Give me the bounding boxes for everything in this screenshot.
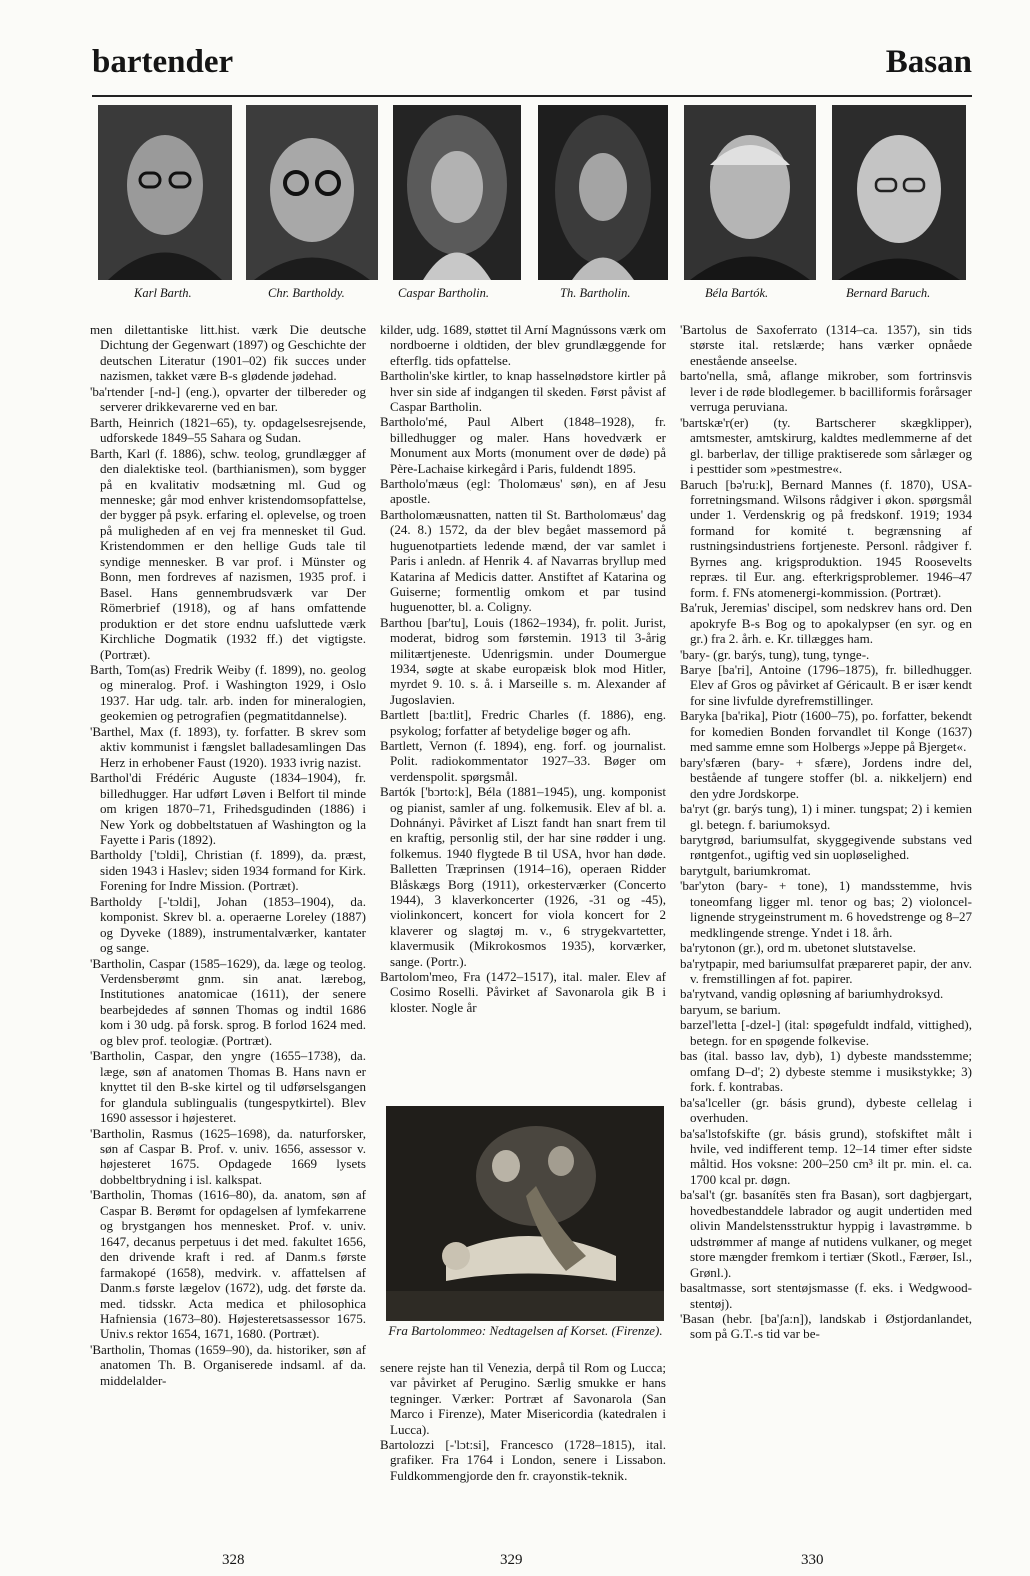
entry: basaltmasse, sort stentøjsmasse (f. eks. i Wedgwood-stentøj). [680, 1280, 972, 1311]
entry: ba'sa'lceller (gr. básis grund), dybeste cellelag i overhuden. [680, 1094, 972, 1126]
page-number: 329 [500, 1552, 523, 1568]
entry: senere rejste han til Venezia, derpå til Rom og Lucca; var påvirket af Perugino. Særlig smukke er hans tegninger. Værker: Portræt af Savonarola (San Marco i Firenze), Mater Misericordia (katedralen i Lucca). [380, 1360, 666, 1437]
portrait-karl-barth [98, 105, 232, 280]
entry: 'bary- (gr. barýs, tung), tung, tynge-. [680, 646, 870, 662]
portrait-chr-bartholdy [246, 105, 378, 280]
entry: Bartholin'ske kirtler, to knap hasselnødstore kirtler på hver sin side af indgangen til skeden. Først påvist af Caspar Bartholin. [380, 368, 666, 415]
portrait-image [832, 105, 966, 280]
right-column [680, 322, 972, 1547]
entry: barytgult, bariumkromat. [680, 862, 811, 878]
entry: bary'sfæren (bary- + sfære), Jordens indre del, bestående af tungere stoffer (bl. a. nikkeljern) end den ydre Jordskorpe. [680, 754, 972, 801]
portrait-strip [98, 105, 968, 305]
entry: 'Basan (hebr. [ba'ʃa:n]), landskab i Østjordanlandet, som på G.T.-s tid var be- [680, 1311, 972, 1342]
entry: 'bartskæ'r(er) (ty. Bartscherer skægklipper), amtsmester, amtskirurg, kaldtes medlemmerne af det gl. barberlav, der tillige praktiserede som sårlæger og i pesttider som »pestmestre«. [680, 414, 972, 477]
left-guide-word: bartender [92, 44, 234, 80]
entry: Ba'ruk, Jeremias' discipel, som nedskrev hans ord. Den apokryfe B-s Bog og to apokalypser (en syr. og en gr.) fra 2. årh. e. Kr. tillægges ham. [680, 600, 972, 647]
portrait-caption: Bernard Baruch. [846, 286, 931, 300]
entry: Bartolozzi [-'lɔt:si], Francesco (1728–1815), ital. grafiker. Fra 1764 i London, senere i Lissabon. Fuldkommengjorde den fr. crayonstik-teknik. [380, 1437, 666, 1483]
right-guide-word: Basan [885, 44, 972, 80]
portrait-bela-bartok [684, 105, 816, 280]
entry: Bartholdy [-'tɔldi], Johan (1853–1904), da. komponist. Skrev bl. a. operaerne Loreley (1887) og Dyveke (1889), instrumentalværker, kantater og sange. [90, 893, 366, 956]
entry: Bartholo'mé, Paul Albert (1848–1928), fr. billedhugger og maler. Hans hovedværk er Monument aux Morts (monument over de døde) på Père-Lachaise kirkegård i Paris, fuldendt 1895. [380, 414, 666, 476]
entry: 'Bartolus de Saxoferrato (1314–ca. 1357), sin tids største ital. retslærde; hans værker opnåede enestående anseelse. [680, 322, 972, 368]
entry: ba'rytvand, vandig opløsning af bariumhydroksyd. [680, 986, 944, 1002]
entry: Barth, Heinrich (1821–65), ty. opdagelsesrejsende, udforskede 1849–55 Sahara og Sudan. [90, 414, 366, 446]
entry: Bartholo'mæus (egl: Tholomæus' søn), en af Jesu apostle. [380, 476, 666, 507]
portrait-image [538, 105, 668, 280]
entry: Baryka [ba'rika], Piotr (1600–75), po. forfatter, bekendt for komedien Bonden forvandlet til Konge (1637) med samme emne som Holbergs »Jeppe på Bjerget«. [680, 708, 972, 755]
entry: ba'sal't (gr. basanítēs sten fra Basan), sort dagbjergart, hovedbestanddele labrador og augit undertiden med olivin Mandelstensstruktur hyppig i lavastrømme. b udstrømmer af mange af nutidens vulkaner, og meget store mængder fremkom i tertiær (Skotl., Færøer, Isl., Grønl.). [680, 1187, 972, 1280]
painting-caption: Fra Bartolommeo: Nedtagelsen af Korset. (Firenze). [388, 1323, 663, 1338]
portrait-caption: Béla Bartók. [705, 286, 769, 300]
portrait-caption: Caspar Bartholin. [398, 286, 489, 300]
entry: Bartlett [ba:tlit], Fredric Charles (f. 1886), eng. psykolog; forfatter af betydelige bøger og afh. [380, 707, 666, 738]
portrait-image [246, 105, 378, 280]
entry: 'Bartholin, Thomas (1659–90), da. historiker, søn af anatomen Th. B. Organiserede indsaml. af da. middelalder- [90, 1341, 366, 1388]
entry: kilder, udg. 1689, støttet til Arní Magnússons værk om nordboerne i oldtiden, der blev grundlæggende for efterflg. tids opfattelse. [380, 322, 666, 368]
entry: bas (ital. basso lav, dyb), 1) dybeste mandsstemme; omfang D–d'; 2) dybeste stemme i musikstykke; 3) fork. f. kontrabas. [680, 1048, 972, 1095]
page-number: 330 [801, 1552, 824, 1568]
entry: 'bar'yton (bary- + tone), 1) mandsstemme, hvis toneomfang ligger ml. tenor og bas; 2) violoncel-lignende strygeinstrument m. 6 hovedstrenge og 8–27 medklingende strenge. Yndet i 18. årh. [680, 878, 972, 940]
left-column [90, 322, 366, 1547]
portrait-caption: Karl Barth. [134, 286, 192, 300]
portrait-image [98, 105, 232, 280]
entry: Bartholomæusnatten, natten til St. Bartholomæus' dag (24. 8.) 1572, da der blev begået massemord på huguenotpartiets ledende mænd, der var samlet i Paris i anledn. af Henrik 4. af Navarras bryllup med Katarina af Medicis datter. Anstiftet af Katarina og Guiserne; formentlig omkom et par tusind huguenotter, bl. a. Coligny. [380, 506, 666, 615]
entry: 'Bartholin, Rasmus (1625–1698), da. naturforsker, søn af Caspar B. Prof. v. univ. 1656, assessor v. højesteret 1675. Opdagede 1669 lysets dobbeltbrydning i isl. kalkspat. [90, 1125, 366, 1187]
painting-illustration [386, 1106, 664, 1321]
entry: Bartók ['bɔrto:k], Béla (1881–1945), ung. komponist og pianist, samler af ung. folkemusik. Elev af bl. a. Dohnányi. Påvirket af Liszt fandt han snart frem til en kraftig, personlig stil, der har sine rødder i ung. folkemus. 1940 flygtede B til USA, hvor han døde. Balletten Træprinsen (1914–16), operaen Ridder Blåskægs Borg (1911), orkesterværker (Concerto 1944), 3 klaverkoncerter (1926, -31 og -45), violinkoncert, koncert for viola koncert for 2 klaverer og slagtøj m. v., 6 strygekvartetter, klavermusik (Mikrokosmos 1935), korværker, sange. (Portr.). [380, 784, 666, 969]
entry: Bartholdy ['tɔldi], Christian (f. 1899), da. præst, siden 1943 i Haslev; siden 1934 formand for Kirk. Forening for Indre Mission. (Portræt). [90, 847, 366, 894]
portrait-caption: Th. Bartholin. [560, 286, 631, 300]
entry: 'Bartholin, Caspar (1585–1629), da. læge og teolog. Verdensberømt gnm. sin anat. lærebog, Institutiones anatomicae (1611), der senere bearbejdedes af sønnen Thomas og indtil 1686 kom i 30 udg. på forsk. sprog. B forlod 1624 med. og blev prof. teologiæ. (Portræt). [90, 955, 366, 1048]
entry: men dilettantiske litt.hist. værk Die deutsche Dichtung der Gegenwart (1897) og Geschichte der deutschen Literatur (1901–02) fik succes under nazismen, takket være B-s glødende jødehad. [90, 322, 366, 384]
entry: ba'rytpapir, med bariumsulfat præpareret papir, der anv. v. fremstillingen af fot. papirer. [680, 955, 972, 987]
portrait-bernard-baruch [832, 105, 966, 280]
painting-image [386, 1106, 664, 1321]
entry: 'Bartholin, Thomas (1616–80), da. anatom, søn af Caspar B. Berømt for opdagelsen af lymfekarrene og brystgangen hos mennesket. Prof. v. univ. 1647, decanus perpetuus i det med. fakultet 1656, den drivende kraft i red. af Danm.s første farmakopé (1658), medvirk. v. affattelsen af Danm.s første lægelov (1672), udg. det første da. med. tidsskr. Acta medica et philosophica Hafniensia (1673–80). Højesteretsassessor 1675. Univ.s rektor 1654, 1671, 1680. (Portræt). [90, 1187, 366, 1342]
portrait-caption: Chr. Bartholdy. [268, 286, 345, 300]
entry: Barye [ba'ri], Antoine (1796–1875), fr. billedhugger. Elev af Gros og påvirket af Géricault. B er især kendt for sine livfulde dyrefremstillinger. [680, 661, 972, 708]
entry: 'Barthel, Max (f. 1893), ty. forfatter. B skrev som aktiv kommunist i fængslet balladesamlingen Das Herz in erhobener Faust (1920). 1933 ivrig nazist. [90, 723, 366, 770]
middle-column-bottom [380, 1360, 666, 1550]
entry: 'Bartholin, Caspar, den yngre (1655–1738), da. læge, søn af anatomen Thomas B. Hans navn er knyttet til den B-ske kirtel og til udførselsgangen for glandula sublingualis (tungespytkirtel). Blev 1690 assessor i højesteret. [90, 1048, 366, 1126]
entry: barto'nella, små, aflange mikrober, som fortrinsvis lever i de røde blodlegemer. b bacilliformis forårsager verruga peruviana. [680, 368, 972, 415]
entry: Barthol'di Frédéric Auguste (1834–1904), fr. billedhugger. Har udført Løven i Belfort til minde om krigen 1870–71, Frihedsgudinden (1886) i New York og dobbeltstatuen af Washington og la Fayette i Paris (1892). [90, 770, 366, 847]
entry: Bartolom'meo, Fra (1472–1517), ital. maler. Elev af Cosimo Roselli. Påvirket af Savonarola gik B i kloster. Nogle år [380, 969, 666, 1015]
entry: ba'sa'lstofskifte (gr. básis grund), stofskiftet målt i hvile, ved indifferent temp. 12–14 timer efter sidste måltid. Hos voksne: 200–250 cm³ ilt pr. min. el. ca. 1700 kcal pr. døgn. [680, 1125, 972, 1187]
entry: Barth, Karl (f. 1886), schw. teolog, grundlægger af den dialektiske teol. (barthianismen), som bygger på en kvalitativ modsætning ml. Gud og menneske; går mod enhver kristendomsopfattelse, der bygger på psyk. erfaring el. oplevelse, og troen på muligheden af en vej fra mennesket til Gud. Kristendommen er den hellige Guds tale til syndige mennesker. B var prof. i Münster og Bonn, men fordreves af nazismen, 1935 prof. i Basel. Hans gennembrudsværk var Der Römerbrief (1918), og af hans omfattende produktion er det store endnu uafsluttede værk Kirchliche Dogmatik (1932 ff.) det vigtigste. (Portræt). [90, 445, 366, 662]
portrait-image [393, 105, 521, 280]
entry: barytgrød, bariumsulfat, skyggegivende substans ved røntgenfot., ugiftig ved sin uopløselighed. [680, 831, 972, 863]
portrait-th-bartholin [538, 105, 668, 280]
page-number: 328 [222, 1552, 245, 1568]
entry: Baruch [bə'ru:k], Bernard Mannes (f. 1870), USA-forretningsmand. Wilsons rådgiver i økon. spørgsmål under 1. Verdenskrig og på fredskonf. 1919; 1934 formand for komité t. begrænsning af rustningsindustriens fortjeneste. Personl. rådgiver f. Byrnes ang. krigsproduktion. 1945 Roosevelts repræs. til Eur. ang. efterkrigsproblemer. 1946–47 form. f. FNs atomenergi-kommission. (Portræt). [680, 476, 972, 600]
entry: ba'ryt (gr. barýs tung), 1) i miner. tungspat; 2) i kemien gl. betegn. f. bariumoksyd. [680, 801, 972, 832]
entry: Barthou [bar'tu], Louis (1862–1934), fr. polit. Jurist, moderat, bidrog som førstemin. 1913 til 3-årig militærtjeneste. Udenrigsmin. under Doumergue 1934, søgte at skabe europæisk blok mod Hitler, myrdet 9. 10. s. å. i Marseille s. m. Alexander af Jugoslavien. [380, 614, 666, 707]
portrait-caspar-bartholin [393, 105, 521, 280]
header-rule [92, 95, 972, 97]
entry: 'ba'rtender [-nd-] (eng.), opvarter der tilbereder og serverer drikkevarerne ved en bar. [90, 383, 366, 415]
entry: Bartlett, Vernon (f. 1894), eng. forf. og journalist. Polit. radiokommentator 1927–33. Bøger om verdenspolit. spørgsmål. [380, 737, 666, 784]
portrait-image [684, 105, 816, 280]
entry: barzel'letta [-dzel-] (ital: spøgefuldt indfald, vittighed), betegn. for en spøgende folkevise. [680, 1017, 972, 1048]
entry: ba'rytonon (gr.), ord m. ubetonet slutstavelse. [680, 940, 917, 956]
middle-column-top [380, 322, 666, 1102]
page-header [92, 44, 972, 92]
entry: Barth, Tom(as) Fredrik Weiby (f. 1899), no. geolog og mineralog. Prof. i Washington 1929, i Oslo 1937. Har udg. talr. arb. inden for mineralogien, geokemien og petrografien (pegmatitdannelse). [90, 661, 366, 724]
entry: baryum, se barium. [680, 1001, 781, 1017]
